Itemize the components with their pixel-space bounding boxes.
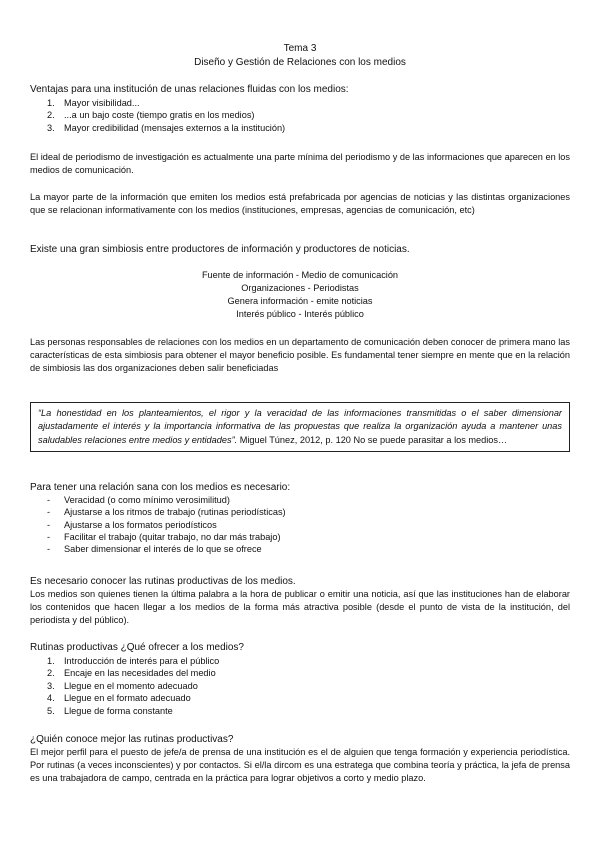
list-text: Llegue en el momento adecuado — [64, 680, 198, 691]
list-item: - Saber dimensionar el interés de lo que se ofrece — [30, 543, 286, 555]
paragraph-simbiosis: Existe una gran simbiosis entre productores de información y productores de noticias. — [30, 244, 410, 255]
ventajas-list — [30, 97, 285, 134]
list-number: 2. — [47, 668, 55, 679]
list-item — [30, 667, 219, 679]
list-item — [30, 97, 285, 109]
simbiosis-pair: Fuente de información - Medio de comunicación — [201, 270, 399, 280]
list-item: - Facilitar el trabajo (quitar trabajo, no dar más trabajo) — [30, 531, 286, 543]
list-text: Llegue en el formato adecuado — [64, 693, 191, 704]
relacion-intro: Para tener una relación sana con los medios es necesario: — [30, 482, 291, 493]
document-title: Tema 3 — [283, 43, 317, 54]
list-item — [30, 109, 285, 121]
simbiosis-pair: Interés público - Interés público — [236, 309, 364, 319]
list-text: Mayor visibilidad... — [64, 98, 140, 108]
list-item — [30, 705, 219, 717]
list-number: 1. — [47, 656, 55, 666]
list-item — [30, 692, 219, 704]
simbiosis-pair: Genera información - emite noticias — [227, 296, 373, 306]
list-number: 1. — [47, 98, 55, 108]
list-number: 4. — [47, 693, 55, 704]
paragraph-investigacion: El ideal de periodismo de investigación es actualmente una parte mínima del periodismo y de las informaciones que aparecen en los medios de comunicación. — [30, 152, 570, 176]
ofrecer-list — [30, 655, 219, 717]
list-number: 3. — [47, 680, 55, 691]
list-text: Mayor credibilidad (mensajes externos a la institución) — [64, 122, 286, 133]
list-item: - Ajustarse a los formatos periodísticos — [30, 519, 286, 531]
paragraph-informacion-prefabricada: La mayor parte de la información que emiten los medios está prefabricada por agencias de noticias y las distintas organizaciones que se relacionan informativamente con los medios (instituciones, empresas, agencias de comunicación, etc) — [30, 192, 570, 216]
list-item — [30, 680, 219, 692]
simbiosis-pair: Organizaciones - Periodistas — [241, 283, 359, 293]
list-item — [30, 122, 285, 134]
quote-box — [30, 402, 570, 452]
list-item: - Ajustarse a los ritmos de trabajo (rutinas periodísticas) — [30, 506, 286, 518]
list-text: Introducción de interés para el público — [64, 656, 220, 666]
relacion-list — [30, 494, 286, 555]
quote-text: “La honestidad en los planteamientos, el rigor y la veracidad de las informaciones transmitidas o el saber dimensionar ajustadamente el interés y la importancia informativa de las propuestas que realiza la organización ayuda a mantener unas saludables relaciones entre medios y entidades”. — [38, 408, 562, 445]
list-text: ...a un bajo coste (tiempo gratis en los medios) — [64, 110, 255, 121]
document-subtitle: Diseño y Gestión de Relaciones con los medios — [194, 57, 406, 68]
list-text: Llegue de forma constante — [64, 705, 173, 716]
paragraph-rutinas: Los medios son quienes tienen la última palabra a la hora de publicar o emitir una noticia, así que las instituciones han de elaborar los contenidos que hacen llegar a los medios de la forma más atractiva posible (desde el punto de vista de la institución, del periodista y del público). — [30, 589, 570, 626]
ofrecer-intro: Rutinas productivas ¿Qué ofrecer a los medios? — [30, 642, 244, 653]
rutinas-heading: Es necesario conocer las rutinas productivas de los medios. — [30, 576, 296, 587]
paragraph-responsables: Las personas responsables de relaciones con los medios en un departamento de comunicación deben conocer de primera mano las características de esta simbiosis para obtener el mayor beneficio posible. Es fundamental tener siempre en mente que en la relación de simbiosis las dos organizaciones deben salir beneficiadas — [30, 337, 570, 374]
list-number: 2. — [47, 110, 55, 121]
ventajas-intro: Ventajas para una institución de unas relaciones fluidas con los medios: — [30, 84, 349, 95]
paragraph-jefe-prensa: El mejor perfil para el puesto de jefe/a de prensa de una institución es el de alguien que tenga formación y experiencia periodística. Por rutinas (a veces inconscientes) y por contactos. Si el/la dircom es una estratega que combina teoría y práctica, la jefa de prensa es una trabajadora de campo, centrada en la práctica para lograr objetivos a corto y medio plazo. — [30, 747, 570, 784]
quien-heading: ¿Quién conoce mejor las rutinas productivas? — [30, 734, 234, 745]
list-item: - Veracidad (o como mínimo verosimilitud) — [30, 494, 286, 506]
list-number: 5. — [47, 705, 55, 716]
list-text: Encaje en las necesidades del medio — [64, 668, 216, 679]
list-item — [30, 655, 219, 667]
list-number: 3. — [47, 122, 55, 133]
quote-citation: Miguel Túnez, 2012, p. 120 No se puede parasitar a los medios… — [237, 434, 508, 445]
